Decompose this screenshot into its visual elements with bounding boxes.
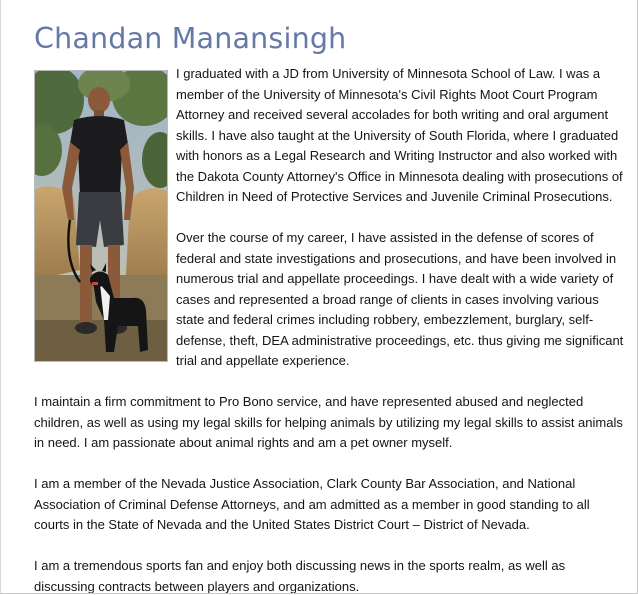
man-with-dog-photo: [34, 70, 168, 362]
bio-paragraph-1: [34, 64, 624, 208]
bio-paragraph-1-text: I graduated with a JD from University of Minnesota School of Law. I was a member of the University of Minnesota's Civil Rights Moot Court Program Attorney and received several accolades for both writing and oral argument skills. I have also taught at the University of South Florida, where I graduated with honors as a Legal Research and Writing Instructor and also worked with the Dakota County Attorney's Office in Minnesota dealing with prosecutions of Children in Need of Protective Services and Juvenile Criminal Prosecutions.: [176, 66, 623, 204]
bio-paragraph-5: I am a tremendous sports fan and enjoy both discussing news in the sports realm, as well as discussing contracts between players and organizations.: [34, 558, 566, 594]
bio-content: [34, 64, 624, 594]
page-title: Chandan Manansingh: [34, 22, 347, 55]
bio-paragraph-4: I am a member of the Nevada Justice Association, Clark County Bar Association, and National Association of Criminal Defense Attorneys, and am admitted as a member in good standing to all courts in the State of Nevada and the United States District Court – District of Nevada.: [34, 476, 590, 532]
bio-paragraph-3: I maintain a firm commitment to Pro Bono service, and have represented abused and neglected children, as well as using my legal skills for helping animals by utilizing my legal skills to assist animals in need. I am passionate about animal rights and am a pet owner myself.: [34, 394, 623, 450]
bio-paragraph-2: Over the course of my career, I have assisted in the defense of scores of federal and state investigations and prosecutions, and have been involved in numerous trial and appellate proceedings. I have dealt with a wide variety of cases and represented a broad range of clients in cases involving various state and federal crimes including robbery, embezzlement, burglary, self-defense, theft, DEA administrative proceedings, etc. thus giving me significant trial and appellate experience.: [176, 230, 624, 368]
